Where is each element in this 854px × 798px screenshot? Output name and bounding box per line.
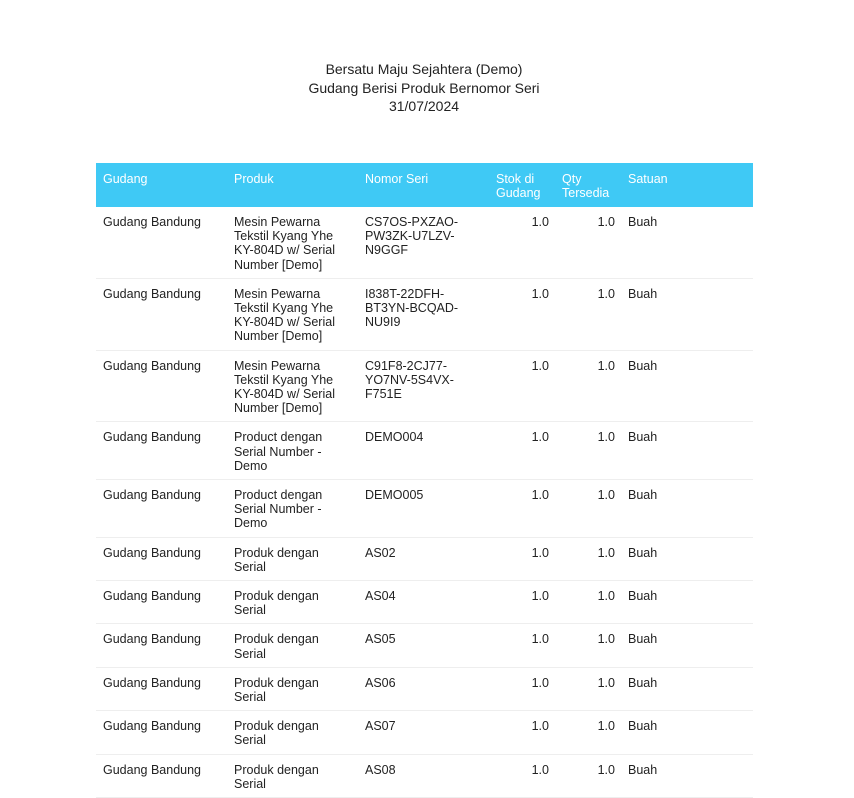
table-row: [96, 537, 753, 580]
cell-qty: 1.0: [555, 667, 621, 710]
company-name: Bersatu Maju Sejahtera (Demo): [325, 61, 523, 77]
cell-qty: 1.0: [555, 422, 621, 480]
cell-warehouse: Gudang Bandung: [96, 207, 227, 278]
cell-warehouse: Gudang Bandung: [96, 667, 227, 710]
cell-warehouse: Gudang Bandung: [96, 754, 227, 797]
cell-serial: AS04: [358, 581, 489, 624]
cell-uom: Buah: [621, 754, 753, 797]
serial-stock-table: [96, 163, 753, 798]
table-row: [96, 581, 753, 624]
cell-product: Produk dengan Serial: [227, 754, 358, 797]
cell-product: Product dengan Serial Number - Demo: [227, 480, 358, 538]
cell-warehouse: Gudang Bandung: [96, 624, 227, 667]
column-header-stock: Stok di Gudang: [489, 163, 555, 207]
cell-serial: DEMO004: [358, 422, 489, 480]
cell-serial: AS07: [358, 711, 489, 754]
cell-product: Produk dengan Serial: [227, 711, 358, 754]
cell-stock: 1.0: [489, 278, 555, 350]
cell-warehouse: Gudang Bandung: [96, 350, 227, 422]
cell-stock: 1.0: [489, 350, 555, 422]
cell-qty: 1.0: [555, 711, 621, 754]
cell-warehouse: Gudang Bandung: [96, 711, 227, 754]
cell-warehouse: Gudang Bandung: [96, 480, 227, 538]
table-row: [96, 667, 753, 710]
table-row: [96, 480, 753, 538]
cell-uom: Buah: [621, 480, 753, 538]
cell-uom: Buah: [621, 581, 753, 624]
cell-warehouse: Gudang Bandung: [96, 537, 227, 580]
table-row: [96, 422, 753, 480]
cell-qty: 1.0: [555, 624, 621, 667]
report-title: Gudang Berisi Produk Bernomor Seri: [308, 79, 540, 96]
column-header-warehouse: Gudang: [96, 163, 227, 207]
cell-serial: AS08: [358, 754, 489, 797]
cell-product: Mesin Pewarna Tekstil Kyang Yhe KY-804D w/ Serial Number [Demo]: [227, 350, 358, 422]
cell-qty: 1.0: [555, 207, 621, 278]
cell-serial: C91F8-2CJ77-YO7NV-5S4VX-F751E: [358, 350, 489, 422]
cell-product: Produk dengan Serial: [227, 581, 358, 624]
cell-serial: AS05: [358, 624, 489, 667]
cell-stock: 1.0: [489, 711, 555, 754]
cell-serial: DEMO005: [358, 480, 489, 538]
cell-product: Produk dengan Serial: [227, 624, 358, 667]
cell-uom: Buah: [621, 207, 753, 278]
cell-stock: 1.0: [489, 624, 555, 667]
cell-warehouse: Gudang Bandung: [96, 422, 227, 480]
cell-qty: 1.0: [555, 754, 621, 797]
cell-uom: Buah: [621, 667, 753, 710]
column-header-qty: Qty Tersedia: [555, 163, 621, 207]
cell-qty: 1.0: [555, 537, 621, 580]
column-header-serial: Nomor Seri: [358, 163, 489, 207]
cell-qty: 1.0: [555, 581, 621, 624]
table-row: [96, 754, 753, 797]
cell-stock: 1.0: [489, 581, 555, 624]
cell-warehouse: Gudang Bandung: [96, 581, 227, 624]
cell-qty: 1.0: [555, 350, 621, 422]
table-row: [96, 207, 753, 278]
table-body: [96, 207, 753, 798]
cell-serial: I838T-22DFH-BT3YN-BCQAD-NU9I9: [358, 278, 489, 350]
cell-product: Produk dengan Serial: [227, 667, 358, 710]
table-row: [96, 278, 753, 350]
cell-serial: AS02: [358, 537, 489, 580]
cell-stock: 1.0: [489, 480, 555, 538]
cell-serial: CS7OS-PXZAO-PW3ZK-U7LZV-N9GGF: [358, 207, 489, 278]
cell-uom: Buah: [621, 624, 753, 667]
column-header-uom: Satuan: [621, 163, 753, 207]
cell-stock: 1.0: [489, 754, 555, 797]
cell-qty: 1.0: [555, 480, 621, 538]
cell-product: Mesin Pewarna Tekstil Kyang Yhe KY-804D w/ Serial Number [Demo]: [227, 278, 358, 350]
cell-stock: 1.0: [489, 422, 555, 480]
table-row: [96, 350, 753, 422]
report-header: [0, 60, 848, 116]
cell-uom: Buah: [621, 537, 753, 580]
cell-uom: Buah: [621, 278, 753, 350]
table-header-row: [96, 163, 753, 207]
cell-warehouse: Gudang Bandung: [96, 278, 227, 350]
report-date: 31/07/2024: [388, 98, 460, 114]
cell-product: Mesin Pewarna Tekstil Kyang Yhe KY-804D w/ Serial Number [Demo]: [227, 207, 358, 278]
cell-qty: 1.0: [555, 278, 621, 350]
cell-stock: 1.0: [489, 207, 555, 278]
table-row: [96, 624, 753, 667]
cell-uom: Buah: [621, 350, 753, 422]
cell-uom: Buah: [621, 711, 753, 754]
cell-stock: 1.0: [489, 667, 555, 710]
table-row: [96, 711, 753, 754]
cell-uom: Buah: [621, 422, 753, 480]
cell-product: Product dengan Serial Number - Demo: [227, 422, 358, 480]
cell-product: Produk dengan Serial: [227, 537, 358, 580]
cell-serial: AS06: [358, 667, 489, 710]
cell-stock: 1.0: [489, 537, 555, 580]
column-header-product: Produk: [227, 163, 358, 207]
